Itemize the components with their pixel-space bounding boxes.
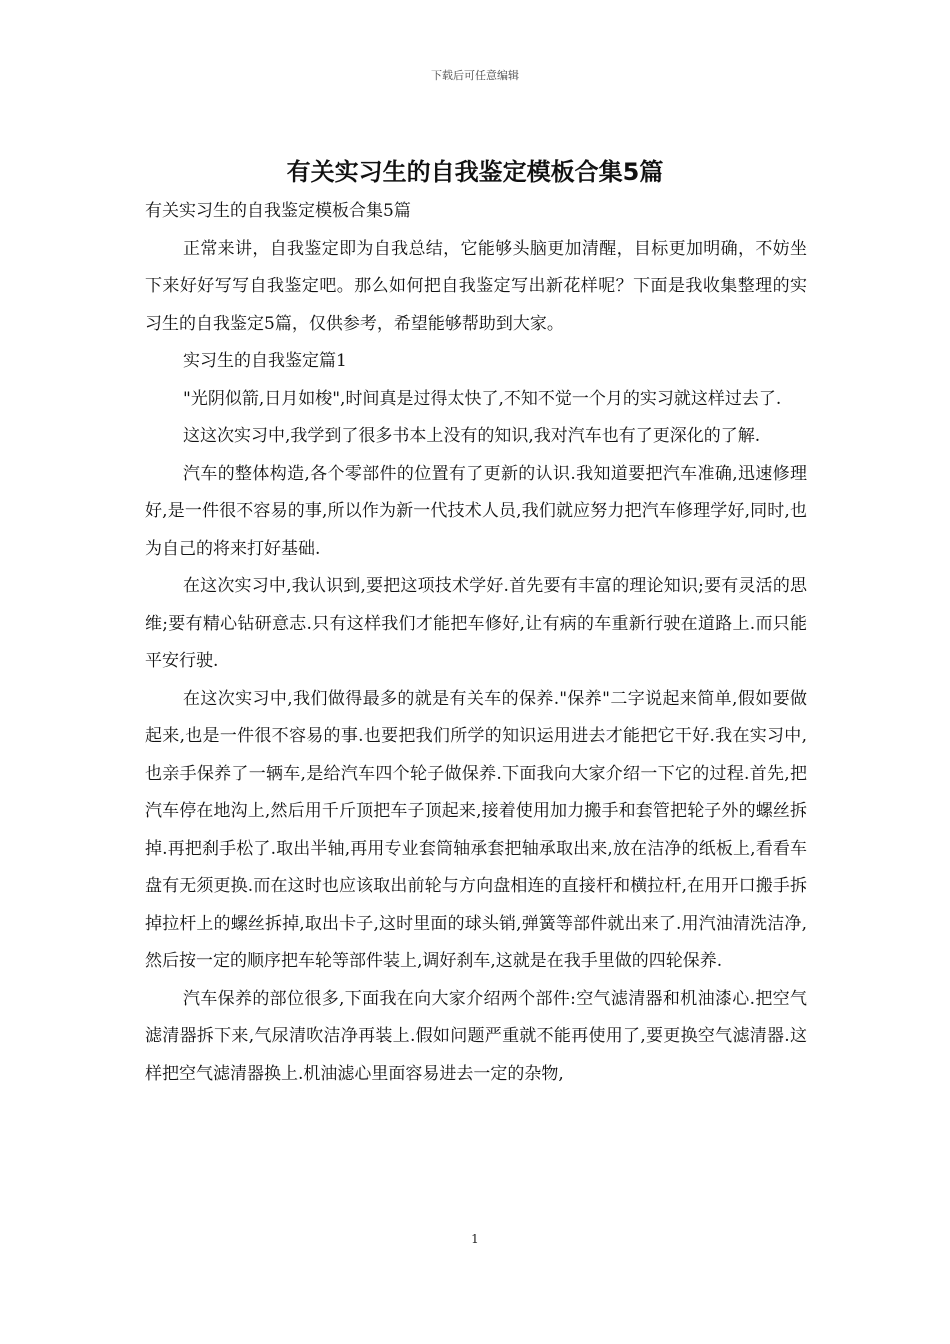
paragraph: 汽车保养的部位很多,下面我在向大家介绍两个部件:空气滤清器和机油漆心.把空气滤清器拆下来,气尿清吹洁净再装上.假如问题严重就不能再使用了,要更换空气滤清器.这样把空气滤清器换上.机油滤心里面容易进去一定的杂物, [145, 988, 807, 1084]
section-heading: 实习生的自我鉴定篇1 [183, 351, 347, 371]
document-content [145, 193, 807, 1093]
subtitle-line: 有关实习生的自我鉴定模板合集5篇 [145, 201, 411, 221]
paragraph-intro: 正常来讲，自我鉴定即为自我总结，它能够头脑更加清醒，目标更加明确，不妨坐下来好好写写自我鉴定吧。那么如何把自我鉴定写出新花样呢？下面是我收集整理的实习生的自我鉴定5篇，仅供参考，希望能够帮助到大家。 [145, 238, 807, 334]
paragraph: 汽车的整体构造,各个零部件的位置有了更新的认识.我知道要把汽车准确,迅速修理好,是一件很不容易的事,所以作为新一代技术人员,我们就应努力把汽车修理学好,同时,也为自己的将来打好基础. [145, 463, 807, 559]
page-number: 1 [471, 1232, 479, 1246]
header-note: 下载后可任意编辑 [431, 69, 519, 82]
paragraph: "光阴似箭,日月如梭",时间真是过得太快了,不知不觉一个月的实习就这样过去了. [183, 388, 782, 409]
paragraph: 在这次实习中,我认识到,要把这项技术学好.首先要有丰富的理论知识;要有灵活的思维;要有精心钻研意志.只有这样我们才能把车修好,让有病的车重新行驶在道路上.而只能平安行驶. [145, 576, 807, 671]
paragraph: 在这次实习中,我们做得最多的就是有关车的保养."保养"二字说起来简单,假如要做起来,也是一件很不容易的事.也要把我们所学的知识运用进去才能把它干好.我在实习中,也亲手保养了一辆车,是给汽车四个轮子做保养.下面我向大家介绍一下它的过程.首先,把汽车停在地沟上,然后用千斤顶把车子顶起来,接着使用加力搬手和套管把轮子外的螺丝拆掉.再把刹手松了.取出半轴,再用专业套筒轴承套把轴承取出来,放在洁净的纸板上,看看车盘有无须更换.而在这时也应该取出前轮与方向盘相连的直接杆和横拉杆,在用开口搬手拆掉拉杆上的螺丝拆掉,取出卡子,这时里面的球头销,弹簧等部件就出来了.用汽油清洗洁净,然后按一定的顺序把车轮等部件装上,调好刹车,这就是在我手里做的四轮保养. [145, 688, 807, 971]
paragraph: 这这次实习中,我学到了很多书本上没有的知识,我对汽车也有了更深化的了解. [183, 426, 761, 446]
document-title: 有关实习生的自我鉴定模板合集5篇 [286, 158, 664, 186]
